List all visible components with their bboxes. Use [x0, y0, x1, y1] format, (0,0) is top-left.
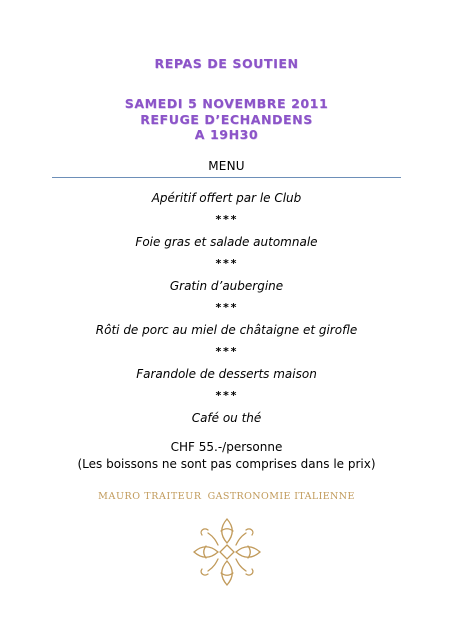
- event-title: REPAS DE SOUTIEN: [154, 56, 299, 71]
- caterer-tagline: GASTRONOMIE ITALIENNE: [207, 491, 355, 502]
- menu-separator: ***: [215, 213, 238, 226]
- menu-label: MENU: [208, 159, 245, 173]
- menu-item-gratin: Gratin d’aubergine: [169, 279, 284, 293]
- event-time: A 19H30: [194, 127, 259, 142]
- menu-separator: ***: [215, 389, 238, 402]
- event-venue: REFUGE D’ECHANDENS: [140, 112, 313, 127]
- menu-separator: ***: [215, 301, 238, 314]
- event-date: SAMEDI 5 NOVEMBRE 2011: [124, 96, 329, 111]
- menu-list: [0, 189, 453, 431]
- menu-item-desserts: Farandole de desserts maison: [136, 367, 317, 381]
- price: CHF 55.-/personne: [170, 440, 283, 454]
- caterer-logo-text: [0, 491, 453, 502]
- ornamental-monogram-icon: [188, 513, 266, 591]
- divider-rule: [52, 177, 401, 178]
- menu-item-roti: Rôti de porc au miel de châtaigne et girofle: [95, 323, 358, 337]
- menu-separator: ***: [215, 257, 238, 270]
- drinks-note: (Les boissons ne sont pas comprises dans le prix): [77, 457, 376, 471]
- caterer-brand: MAURO TRAITEUR: [98, 491, 202, 502]
- menu-item-foie-gras: Foie gras et salade automnale: [135, 235, 318, 249]
- menu-item-coffee: Café ou thé: [191, 411, 262, 425]
- menu-item-aperitif: Apéritif offert par le Club: [151, 191, 302, 205]
- menu-separator: ***: [215, 345, 238, 358]
